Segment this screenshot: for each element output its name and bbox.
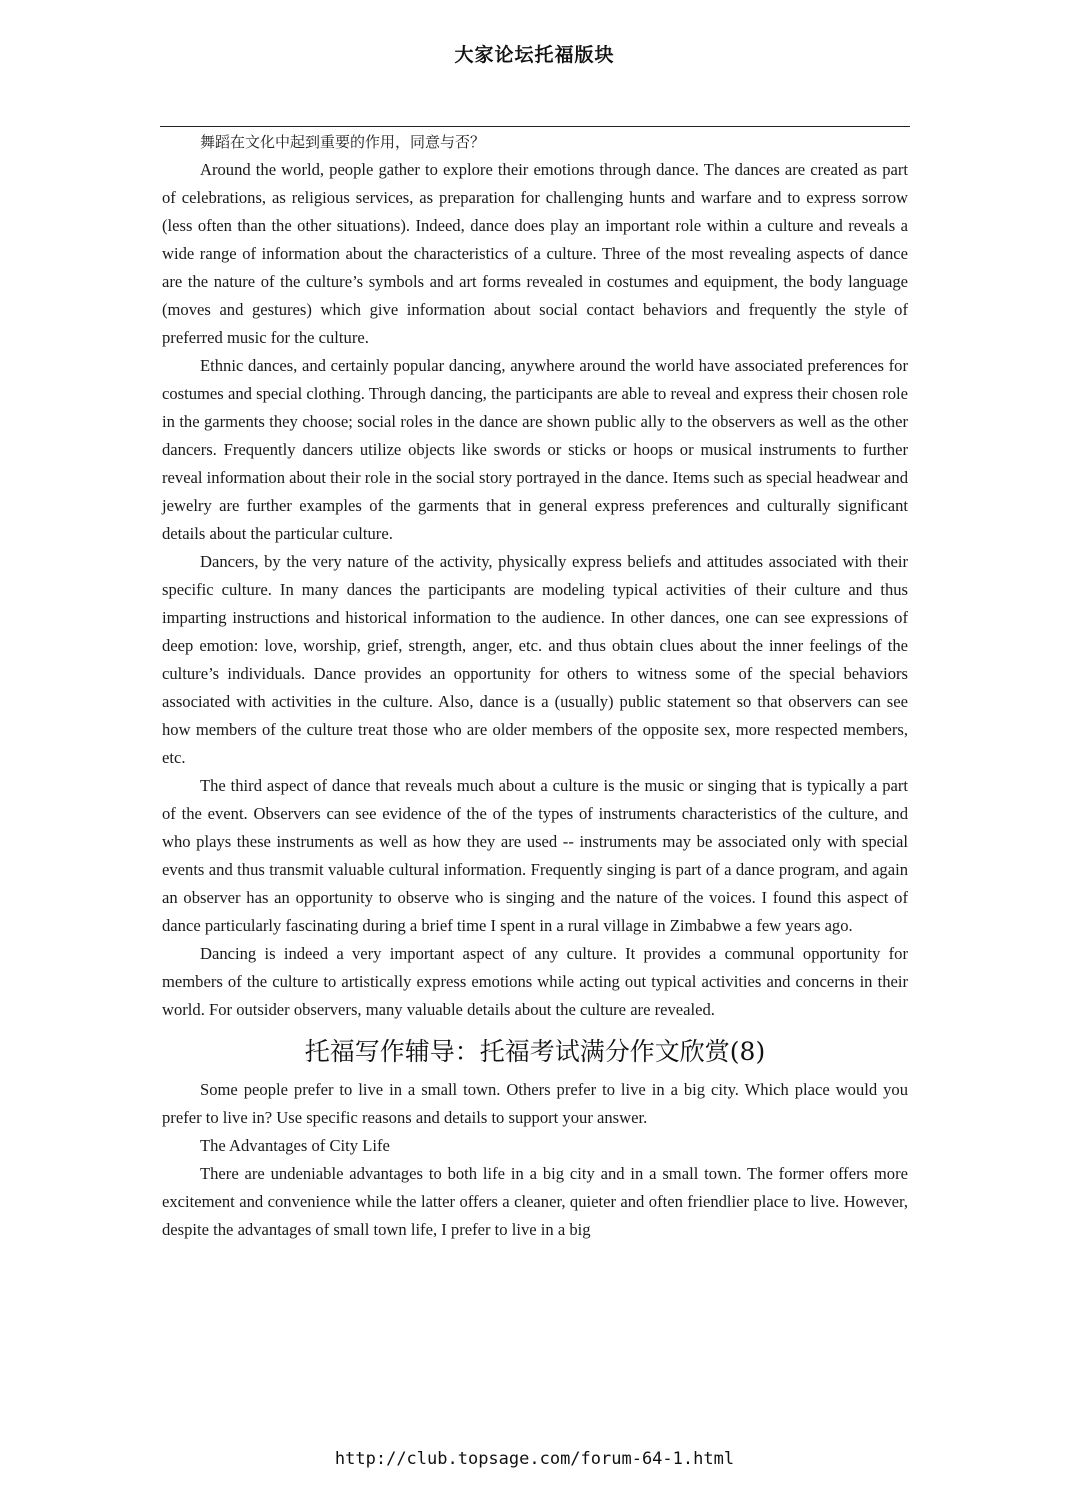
header-rule [160,126,910,127]
essay1-paragraph-3: Dancers, by the very nature of the activity, physically express beliefs and attitudes associated with their specific culture. In many dances the participants are modeling typical activities of their culture and thus imparting instructions and historical information to the audience. In other dances, one can see expressions of deep emotion: love, worship, grief, strength, anger, etc. and thus obtain clues about the inner feelings of the culture’s individuals. Dance provides an opportunity for others to witness some of the special behaviors associated with activities in the culture. Also, dance is a (usually) public statement so that observers can see how members of the culture treat those who are older members of the opposite sex, more respected members, etc. [162,552,908,767]
essay2-heading: 托福写作辅导：托福考试满分作文欣赏(8) [304,1037,766,1066]
essay2-paragraph-1: There are undeniable advantages to both life in a big city and in a small town. The former offers more excitement and convenience while the latter offers a cleaner, quieter and often friendlier place to live. However, despite the advantages of small town life, I prefer to live in a big [162,1164,908,1239]
essay1-paragraph-4: The third aspect of dance that reveals much about a culture is the music or singing that is typically a part of the event. Observers can see evidence of the of the types of instruments characteristics of the culture, and who plays these instruments as well as how they are used -- instruments may be associated only with special events and thus transmit valuable cultural information. Frequently singing is part of a dance program, and again an observer has an opportunity to observe who is singing and the nature of the voices. I found this aspect of dance particularly fascinating during a brief time I spent in a rural village in Zimbabwe a few years ago. [162,776,908,935]
essay1-paragraph-5: Dancing is indeed a very important aspect of any culture. It provides a communal opportunity for members of the culture to artistically express emotions while acting out typical activities and concerns in their world. For outsider observers, many valuable details about the culture are revealed. [162,944,908,1019]
document-body [162,128,908,1244]
page-header-title: 大家论坛托福版块 [454,44,615,66]
essay1-paragraph-1: Around the world, people gather to explore their emotions through dance. The dances are created as part of celebrations, as religious services, as preparation for challenging hunts and warfare and to express sorrow (less often than the other situations). Indeed, dance does play an important role within a culture and reveals a wide range of information about the characteristics of a culture. Three of the most revealing aspects of dance are the nature of the culture’s symbols and art forms revealed in costumes and equipment, the body language (moves and gestures) which give information about social contact behaviors and frequently the style of preferred music for the culture. [162,160,908,347]
essay1-prompt: 舞蹈在文化中起到重要的作用，同意与否？ [200,133,486,151]
essay2-title: The Advantages of City Life [200,1136,390,1155]
essay2-prompt: Some people prefer to live in a small town. Others prefer to live in a big city. Which place would you prefer to live in? Use specific reasons and details to support your answer. [162,1080,908,1127]
essay1-paragraph-2: Ethnic dances, and certainly popular dancing, anywhere around the world have associated preferences for costumes and special clothing. Through dancing, the participants are able to reveal and express their chosen role in the garments they choose; social roles in the dance are shown public ally to the observers as well as the other dancers. Frequently dancers utilize objects like swords or sticks or hoops or musical instruments to further reveal information about their role in the social story portrayed in the dance. Items such as special headwear and jewelry are further examples of the garments that in general express preferences and culturally significant details about the particular culture. [162,356,908,543]
footer-url[interactable]: http://club.topsage.com/forum-64-1.html [334,1449,735,1469]
